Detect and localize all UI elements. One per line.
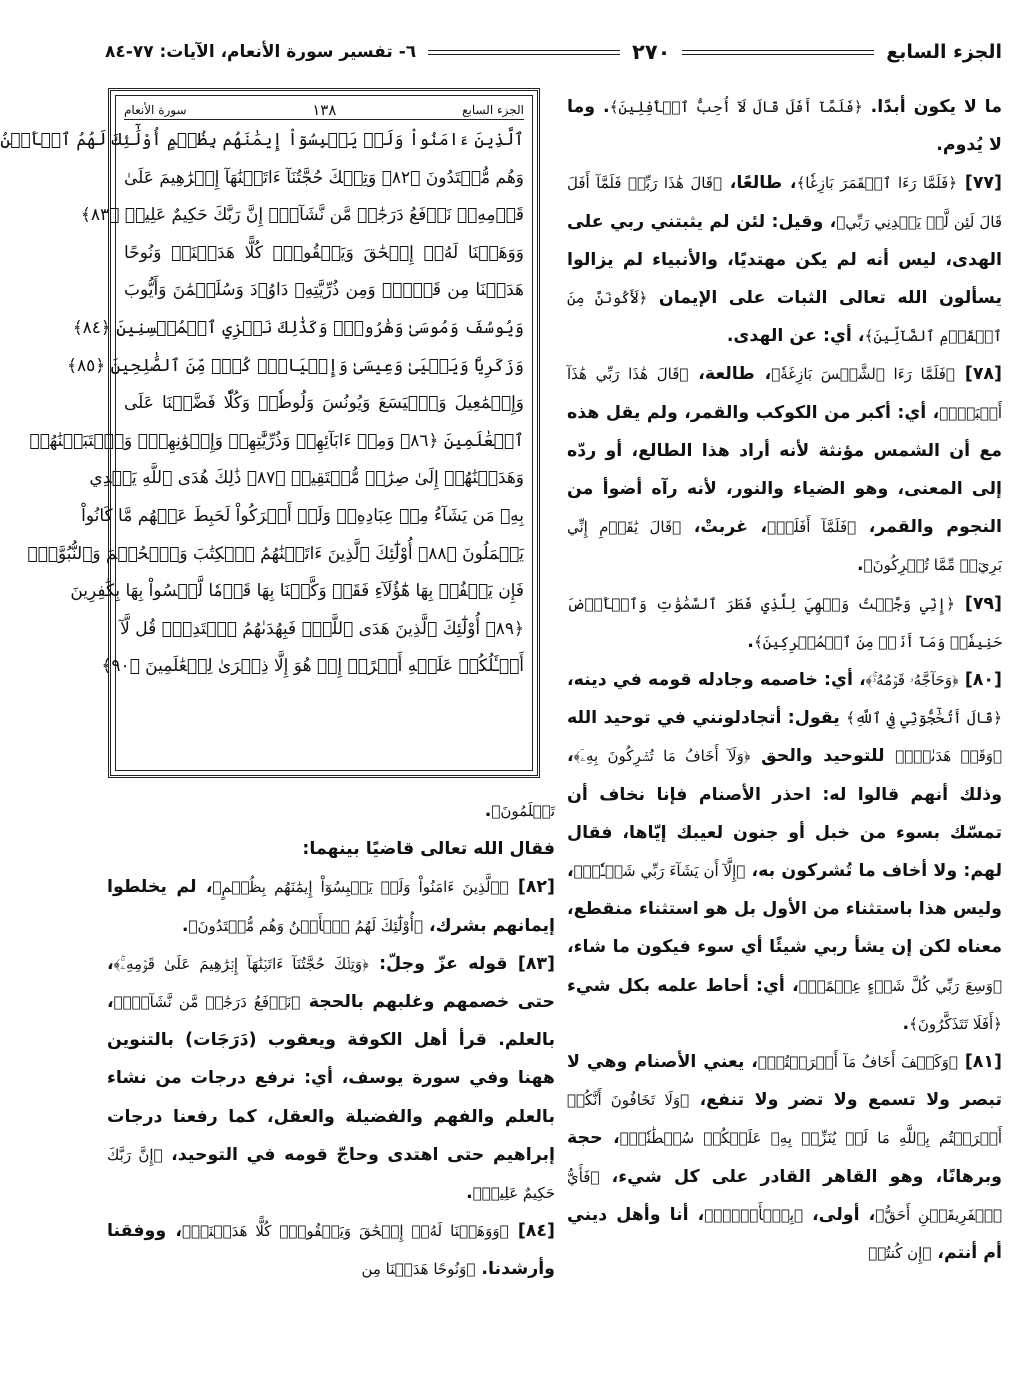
quran-quote: ﴿قَالَ يَٰقَوۡمِ إِنِّي بَرِيٓءٞ مِّمَّا تُشۡرِكُونَ﴾: [567, 518, 1002, 575]
commentary-text: ، أي: عن الهدى.: [726, 326, 865, 347]
commentary-column-right: [567, 88, 1002, 1272]
commentary-paragraph: [107, 830, 555, 868]
commentary-paragraph: [567, 1043, 1002, 1272]
quran-quote: ﴿فَلَمَّا رَءَا ٱلشَّمۡسَ بَازِغَةٗ﴾: [771, 365, 955, 384]
commentary-text: ، بالعلم. قرأ أهل الكوفة ويعقوب (دَرَجَات) بالتنوين ههنا وفي سورة يوسف، أي: نرفع درجات من نشاء بالعلم والفهم والفضيلة والعقل، كما رفعنا درجات إبراهيم حتى اهتدى وحاجّ قومه في التوحيد،: [107, 992, 556, 1165]
commentary-text: [٧٧]: [957, 173, 1002, 194]
commentary-text: للتوحيد والحق: [750, 746, 896, 767]
commentary-text: ، أي: أكبر من الكوكب والقمر، ولم يقل هذه مع أن الشمس مؤنثة لأنه أراد هذا الطالع، أو ردّه إلى المعنى، وهو الضياء والنور، لأنه رآه أضوأ من النجوم والقمر،: [567, 402, 1002, 538]
quran-quote: ﴿وَوَهَبۡنَا لَهُۥٓ إِسۡحَٰقَ وَيَعۡقُوبَۚ كُلًّا هَدَيۡنَاۚ﴾: [182, 1222, 509, 1241]
mushaf-line: وَوَهَبۡنَا لَهُۥٓ إِسۡحَٰقَ وَيَعۡقُوبَۚ كُلًّا هَدَيۡنَاۚ وَنُوحًا: [124, 242, 524, 263]
quran-quote: ﴿فَلَمَّآ أَفَلَ قَالَ لَآ أُحِبُّ ٱلۡأٓفِلِينَ﴾: [609, 98, 863, 116]
quran-quote: ﴿ٱلَّذِينَ ءَامَنُواْ وَلَمۡ يَلۡبِسُوٓاْ إِيمَٰنَهُم بِظُلۡمٍ﴾: [212, 878, 509, 897]
quran-quote: ﴿أَفَلَا تَتَذَكَّرُونَ﴾: [909, 1014, 1002, 1033]
quran-quote: ﴿وَقَدۡ هَدَىٰنِۚ﴾: [895, 747, 1002, 766]
commentary-text: ، لم يخلطوا إيمانهم بشرك،: [107, 877, 555, 936]
mushaf-line: بِهِۦ مَن يَشَآءُ مِنۡ عِبَادِهِۦۚ وَلَوۡ أَشۡرَكُواْ لَحَبِطَ عَنۡهُم مَّا كَانُواْ: [81, 505, 524, 526]
quran-quote: ﴿فَلَمَّآ أَفَلَتۡ﴾: [767, 518, 857, 537]
mushaf-surah: سورة الأنعام: [124, 102, 187, 117]
header-rule-right: [682, 50, 874, 55]
quran-quote: ﴿بِٱلۡأَمۡنِۖ﴾: [704, 1205, 804, 1224]
mushaf-line: ﴿٨٩﴾ أُوْلَٰٓئِكَ ٱلَّذِينَ هَدَى ٱللَّهُۖ فَبِهُدَىٰهُمُ ٱقۡتَدِهۡۗ قُل لَّآ: [120, 618, 524, 639]
quran-quote: ﴿وَلَآ أَخَافُ مَا تُشۡرِكُونَ بِهِۦٓ﴾: [573, 747, 751, 766]
quran-quote: ﴿إِلَّآ أَن يَشَآءَ رَبِّي شَيۡـٔٗاۚ﴾: [573, 862, 746, 881]
commentary-text: ، حتى خصمهم وغلبهم بالحجة: [107, 953, 555, 1013]
commentary-text: [٧٨]: [954, 364, 1002, 385]
mushaf-page-number: ١٣٨: [312, 100, 337, 119]
quran-quote: ﴿نَرۡفَعُ دَرَجَٰتٖ مَّن نَّشَآءُۗ﴾: [113, 993, 301, 1012]
commentary-paragraph: [567, 88, 1002, 164]
commentary-text: [٨٣] قوله عزّ وجلّ:: [368, 953, 555, 974]
commentary-text: ، حجة وبرهانًا، وهو القاهر القادر على كل شيء،: [567, 1128, 1002, 1187]
commentary-paragraph: [567, 355, 1002, 584]
commentary-text: .: [857, 555, 864, 576]
commentary-text: .: [181, 915, 189, 936]
mushaf-line: يَعۡمَلُونَ ﴿٨٨﴾ أُوْلَٰٓئِكَ ٱلَّذِينَ ءَاتَيۡنَٰهُمُ ٱلۡكِتَٰبَ وَٱلۡحُكۡمَ وَٱلنُّبُوَّةَۚ: [27, 543, 524, 564]
commentary-text: .: [484, 801, 492, 821]
commentary-text: .: [902, 1013, 910, 1034]
quran-quote: ﴿وَنُوحًا هَدَيۡنَا مِن: [361, 1260, 476, 1279]
mushaf-line: وَهُم مُّهۡتَدُونَ ﴿٨٢﴾ وَتِلۡكَ حُجَّتُنَآ ءَاتَيۡنَٰهَآ إِبۡرَٰهِيمَ عَلَىٰ: [124, 167, 524, 188]
mushaf-line: وَإِسۡمَٰعِيلَ وَٱلۡيَسَعَ وَيُونُسَ وَلُوطٗاۚ وَكُلّٗا فَضَّلۡنَا عَلَى: [124, 393, 524, 414]
running-header: [105, 32, 1002, 72]
mushaf-juz: الجزء السابع: [462, 102, 524, 117]
header-chapter: ٦- تفسير سورة الأنعام، الآيات: ٧٧-٨٤: [105, 42, 417, 62]
commentary-text: ، وذلك أنهم قالوا له: احذر الأصنام فإنا نخاف أن تمسّك بسوء من خبل أو جنون لعيبك إيّاها، فقال لهم: ولا أخاف ما تُشركون به،: [567, 746, 1002, 882]
commentary-text: .: [466, 1183, 473, 1204]
commentary-text: [٨٢]: [508, 877, 555, 898]
mushaf-line: وَزَكَرِيَّا وَيَحۡيَىٰ وَعِيسَىٰ وَإِلۡيَاسَۖ كُلّٞ مِّنَ ٱلصَّٰلِحِينَ ﴿٨٥﴾: [67, 355, 524, 376]
quran-quote: ﴿فَأَيُّ ٱلۡفَرِيقَيۡنِ أَحَقُّ﴾: [567, 1167, 1002, 1224]
quran-quote: ﴿إِنِّي وَجَّهۡتُ وَجۡهِيَ لِلَّذِي فَطَرَ ٱلسَّمَٰوَٰتِ وَٱلۡأَرۡضَ حَنِيفٗاۖ وَمَآ أَنَا۠ مِنَ ٱلۡمُشۡرِكِينَ﴾: [567, 594, 1002, 651]
mushaf-line: قَوۡمِهِۦۚ نَرۡفَعُ دَرَجَٰتٖ مَّن نَّشَآءُۗ إِنَّ رَبَّكَ حَكِيمٌ عَلِيمٞ ﴿٨٣﴾: [80, 205, 524, 226]
commentary-paragraph: [567, 661, 1002, 1043]
quran-quote: ﴿وَتِلۡكَ حُجَّتُنَآ ءَاتَيۡنَٰهَآ إِبۡرَٰهِيمَ عَلَىٰ قَوۡمِهِۦۚ﴾: [113, 954, 369, 973]
commentary-text: ، طالعة،: [688, 364, 772, 385]
mushaf-header: [124, 100, 524, 120]
commentary-text: ، وقيل: لئن لم يثبتني ربي على الهدى، ليس أنه لم يكن مهتديًا، والأنبياء لم يزالوا يسألون الله تعالى الثبات على الإيمان: [567, 211, 1002, 309]
commentary-text: يقول: أتجادلونني في توحيد الله: [567, 708, 847, 729]
quran-quote: ﴿وَكَيۡفَ أَخَافُ مَآ أَشۡرَكۡتُمۡ﴾: [757, 1053, 958, 1072]
mushaf-frame: [0, 95, 533, 771]
mushaf-text: [0, 120, 524, 686]
commentary-text: فقال الله تعالى قاضيًا بينهما:: [302, 839, 555, 860]
mushaf-line: فَإِن يَكۡفُرۡ بِهَا هَٰٓؤُلَآءِ فَقَدۡ وَكَّلۡنَا بِهَا قَوۡمٗا لَّيۡسُواْ بِهَا بِكَٰفِرِينَ: [70, 581, 524, 602]
commentary-text: ، أنا وأهل ديني أم أنتم،: [567, 1204, 1002, 1264]
mushaf-page-box: [0, 88, 540, 778]
commentary-column-left: [107, 792, 555, 1289]
commentary-paragraph: [567, 585, 1002, 661]
quran-quote: ﴿لَأَكُونَنَّ مِنَ ٱلۡقَوۡمِ ٱلضَّآلِّينَ﴾: [567, 289, 1002, 346]
commentary-text: ، يعني الأصنام وهي لا تبصر ولا تسمع ولا تضر ولا تنفع،: [567, 1052, 1003, 1111]
mushaf-line: ٱلۡعَٰلَمِينَ ﴿٨٦﴾ وَمِنۡ ءَابَآئِهِمۡ وَذُرِّيَّٰتِهِمۡ وَإِخۡوَٰنِهِمۡۖ وَٱجۡتَبَيۡنَٰهُمۡ: [29, 430, 524, 451]
header-part: الجزء السابع: [886, 41, 1002, 63]
quran-quote: ﴿وَلَا تَخَافُونَ أَنَّكُمۡ أَشۡرَكۡتُم بِٱللَّهِ مَا لَمۡ يُنَزِّلۡ بِهِۦ عَلَيۡكُمۡ سُلۡطَٰنٗاۚ﴾: [567, 1091, 1002, 1148]
quran-quote: ﴿وَحَآجَّهُۥ قَوۡمُهُۥۚ﴾: [865, 671, 959, 690]
quran-quote: ﴿قَالَ أَتُحَٰٓجُّوٓنِّي فِي ٱللَّهِ﴾: [846, 709, 1002, 728]
commentary-text: ، أي: أحاط علمه بكل شيء: [567, 975, 799, 996]
header-rule-left: [428, 50, 620, 55]
quran-quote: ﴿إِن كُنتُمۡ: [868, 1244, 932, 1263]
commentary-text: .: [747, 631, 754, 652]
commentary-paragraph: [107, 945, 555, 1212]
commentary-text: ، غربتْ،: [681, 517, 768, 538]
mushaf-line: ٱلَّذِينَ ءَامَنُواْ وَلَمۡ يَلۡبِسُوٓاْ إِيمَٰنَهُم بِظُلۡمٍ أُوْلَٰٓئِكَ لَهُمُ ٱلۡأَمۡنُ: [0, 130, 524, 150]
commentary-text: ، وليس هذا باستثناء من الأول بل هو استثناء منقطع، معناه لكن إن يشأ ربي شيئًا أي سوء فيكون ما شاء،: [567, 861, 1002, 958]
quran-quote: ﴿فَلَمَّا رَءَا ٱلۡقَمَرَ بَازِغٗا﴾: [796, 174, 958, 193]
quran-quote: ﴿وَسِعَ رَبِّي كُلَّ شَيۡءٍ عِلۡمًاۚ﴾: [798, 976, 1002, 995]
commentary-paragraph: [107, 792, 555, 830]
commentary-text: [٨٤]: [508, 1221, 555, 1242]
commentary-paragraph: [107, 1212, 555, 1288]
quran-quote: ﴿إِنَّ رَبَّكَ حَكِيمٌ عَلِيمٞ﴾: [107, 1145, 555, 1203]
commentary-text: ، ووفقنا وأرشدنا.: [107, 1221, 555, 1280]
mushaf-line: وَهَدَيۡنَٰهُمۡ إِلَىٰ صِرَٰطٖ مُّسۡتَقِيمٖ ﴿٨٧﴾ ذَٰلِكَ هُدَى ٱللَّهِ يَهۡدِي: [89, 468, 524, 489]
commentary-paragraph: [107, 868, 555, 944]
quran-quote: ﴿أُوْلَٰٓئِكَ لَهُمُ ٱلۡأَمۡنُ وَهُم مُّهۡتَدُونَ﴾: [188, 916, 423, 935]
commentary-text: [٨٠]: [958, 670, 1002, 691]
commentary-paragraph: [567, 164, 1002, 355]
commentary-text: ما لا يكون أبدًا.: [862, 97, 1002, 117]
mushaf-line: هَدَيۡنَا مِن قَبۡلُۖ وَمِن ذُرِّيَّتِهِۦ دَاوُۥدَ وَسُلَيۡمَٰنَ وَأَيُّوبَ: [124, 280, 524, 301]
commentary-text: [٨١]: [957, 1052, 1002, 1073]
commentary-text: ، أولى،: [803, 1204, 876, 1225]
commentary-text: . وما لا يُدوم.: [567, 97, 1002, 156]
page-number: ٢٧٠: [632, 40, 671, 64]
quran-quote: ﴿قَالَ هَٰذَا رَبِّيۖ فَلَمَّآ أَفَلَ قَالَ لَئِن لَّمۡ يَهۡدِنِي رَبِّي﴾: [567, 174, 1002, 231]
commentary-text: ، طالعًا،: [721, 173, 797, 194]
commentary-text: ، أي: خاصمه وجادله قومه في دينه،: [567, 670, 866, 691]
commentary-text: [٧٩]: [954, 593, 1002, 614]
quran-quote: ﴿قَالَ هَٰذَا رَبِّي هَٰذَآ أَكۡبَرُۖ﴾: [567, 365, 1002, 422]
mushaf-line: وَيُوسُفَ وَمُوسَىٰ وَهَٰرُونَۚ وَكَذَٰلِكَ نَجۡزِي ٱلۡمُحۡسِنِينَ ﴿٨٤﴾: [72, 317, 524, 338]
mushaf-line: أَسۡـَٔلُكُمۡ عَلَيۡهِ أَجۡرًاۖ إِنۡ هُوَ إِلَّا ذِكۡرَىٰ لِلۡعَٰلَمِينَ ﴿٩٠﴾: [101, 656, 524, 677]
quran-quote: تَعۡلَمُونَ﴾: [491, 802, 555, 820]
